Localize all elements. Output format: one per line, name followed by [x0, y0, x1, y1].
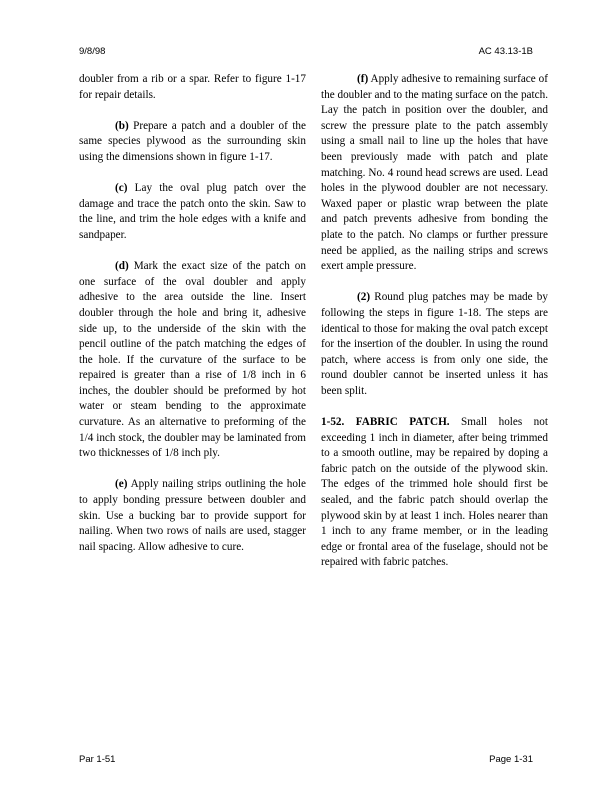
section-1-52 — [321, 415, 548, 571]
header-document-id: AC 43.13-1B — [478, 46, 533, 57]
paragraph-marker: (d) — [115, 260, 129, 273]
paragraph-c — [79, 181, 306, 243]
footer-page-number: Page 1-31 — [489, 754, 533, 765]
paragraph-text: doubler from a rib or a spar. Refer to figure 1-17 for repair details. — [79, 73, 306, 101]
paragraph-2 — [321, 290, 548, 399]
paragraph-marker: (f) — [357, 73, 369, 85]
paragraph-text: Apply nailing strips outlining the hole to apply bonding pressure between doubler and skin. Use a bucking bar to provide support for nailing. When two rows of nails are used, stagger nail spacing. Allow adhesive to cure. — [79, 478, 306, 553]
paragraph-marker: (c) — [115, 182, 128, 195]
paragraph-marker: (b) — [115, 119, 129, 132]
paragraph-e — [79, 477, 306, 555]
paragraph-text: Lay the oval plug patch over the damage and trace the patch onto the skin. Saw to the line, and trim the hole edges with a knife and sandpaper. — [79, 182, 306, 241]
paragraph-text: Round plug patches may be made by following the steps in figure 1-18. The steps are identical to those for making the oval patch except for the insertion of the doubler. In using the round patch, where access is from only one side, the round doubler cannot be inserted unless it has been split. — [321, 291, 548, 397]
right-column — [321, 72, 548, 587]
paragraph-marker: (e) — [115, 478, 128, 491]
paragraph-text: Mark the exact size of the patch on one surface of the oval doubler and apply adhesive to the area outside the line. Insert doubler through the hole and bring it, adhesive side up, to the underside of the skin with the pencil outline of the patch matching the edges of the hole. If the curvature of the surface to be repaired is greater than a rise of 1/8 inch in 6 inches, the doubler should be preformed by hot water or steam bending to the approximate curvature. As an alternative to preforming of the 1/4 inch stock, the doubler may be laminated from two thicknesses of 1/8 inch ply. — [79, 260, 306, 460]
paragraph-marker: (2) — [357, 291, 371, 304]
paragraph-continuation — [79, 72, 306, 103]
paragraph-text: Small holes not exceeding 1 inch in diameter, after being trimmed to a smooth outline, may be repaired by doping a fabric patch on the outside of the plywood skin. The edges of the trimmed hole should first be sealed, and the fabric patch should overlap the plywood skin by at least 1 inch. Holes nearer than 1 inch to any frame member, or in the leading edge or frontal area of the fuselage, should not be repaired with fabric patches. — [321, 416, 548, 569]
left-column — [79, 72, 306, 571]
footer-paragraph-ref: Par 1-51 — [79, 754, 116, 765]
paragraph-f — [321, 72, 548, 275]
paragraph-d — [79, 259, 306, 462]
paragraph-text: Apply adhesive to remaining surface of the doubler and to the mating surface on the patch. Lay the patch in position over the doubler, and screw the pressure plate to the patch assembly using a small nail to line up the holes that have been previously made with patch and plate matching. No. 4 round head screws are used. Lead holes in the plywood doubler are not necessary. Waxed paper or plastic wrap between the plate and patch prevents adhesive from bonding the plate to the patch. No clamps or further pressure need be applied, as the nailing strips and screws exert ample pressure. — [321, 73, 548, 273]
section-heading: 1-52. FABRIC PATCH. — [321, 416, 450, 429]
header-date: 9/8/98 — [79, 46, 106, 57]
paragraph-b — [79, 119, 306, 166]
paragraph-text: Prepare a patch and a doubler of the same species plywood as the surrounding skin using the dimensions shown in figure 1-17. — [79, 119, 306, 163]
